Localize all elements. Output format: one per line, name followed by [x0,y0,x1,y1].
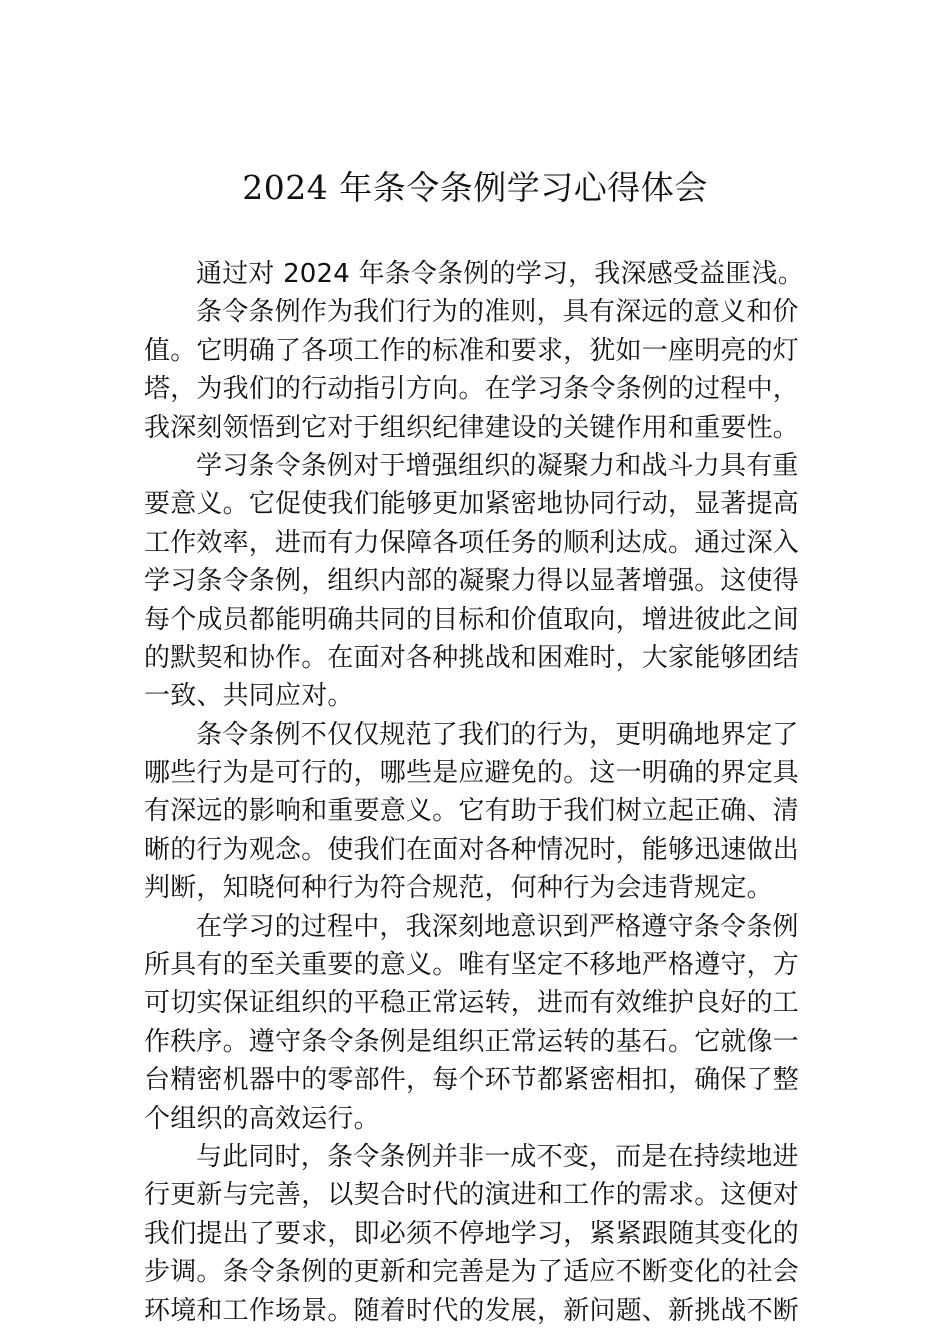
paragraph-line: 每个成员都能明确共同的目标和价值取向，增进彼此之间 [144,604,800,635]
paragraph-line: 判断，知晓何种行为符合规范，何种行为会违背规定。 [144,873,773,904]
paragraph-line: 塔，为我们的行动指引方向。在学习条令条例的过程中， [144,374,800,405]
document-body [144,255,810,1330]
paragraph-first-line: 与此同时，条令条例并非一成不变，而是在持续地进 [196,1141,799,1172]
paragraph-line: 个组织的高效运行。 [144,1103,380,1134]
paragraph-line: 的默契和协作。在面对各种挑战和困难时，大家能够团结 [144,642,800,673]
paragraph-line: 学习条令条例，组织内部的凝聚力得以显著增强。这使得 [144,566,800,597]
paragraph-first-line: 条令条例不仅仅规范了我们的行为，更明确地界定了 [196,719,799,750]
paragraph-first-line: 条令条例作为我们行为的准则，具有深远的意义和价 [196,297,799,328]
paragraph-line: 作秩序。遵守条令条例是组织正常运转的基石。它就像一 [144,1026,800,1057]
paragraph-first-line: 通过对 2024 年条令条例的学习，我深感受益匪浅。 [196,259,804,289]
paragraph-line: 可切实保证组织的平稳正常运转，进而有效维护良好的工 [144,988,800,1019]
paragraph-line: 一致、共同应对。 [144,681,354,712]
paragraph-line: 有深远的影响和重要意义。它有助于我们树立起正确、清 [144,796,800,827]
paragraph-first-line: 学习条令条例对于增强组织的凝聚力和战斗力具有重 [196,450,799,481]
document-title: 2024 年条令条例学习心得体会 [242,168,708,207]
paragraph-line: 所具有的至关重要的意义。唯有坚定不移地严格遵守，方 [144,950,800,981]
paragraph-line: 我们提出了要求，即必须不停地学习，紧紧跟随其变化的 [144,1218,800,1249]
paragraph-line: 我深刻领悟到它对于组织纪律建设的关键作用和重要性。 [144,412,800,443]
paragraph-line: 台精密机器中的零部件，每个环节都紧密相扣，确保了整 [144,1065,800,1096]
paragraph-line: 要意义。它促使我们能够更加紧密地协同行动，显著提高 [144,489,800,520]
paragraph-line: 环境和工作场景。随着时代的发展，新问题、新挑战不断 [144,1295,800,1326]
paragraph-line: 晰的行为观念。使我们在面对各种情况时，能够迅速做出 [144,834,800,865]
paragraph-first-line: 在学习的过程中，我深刻地意识到严格遵守条令条例 [196,911,799,942]
paragraph-line: 步调。条令条例的更新和完善是为了适应不断变化的社会 [144,1257,800,1288]
paragraph-line: 工作效率，进而有力保障各项任务的顺利达成。通过深入 [144,527,800,558]
paragraph-line: 行更新与完善，以契合时代的演进和工作的需求。这便对 [144,1180,800,1211]
paragraph-line: 值。它明确了各项工作的标准和要求，犹如一座明亮的灯 [144,335,800,366]
paragraph-line: 哪些行为是可行的，哪些是应避免的。这一明确的界定具 [144,758,800,789]
